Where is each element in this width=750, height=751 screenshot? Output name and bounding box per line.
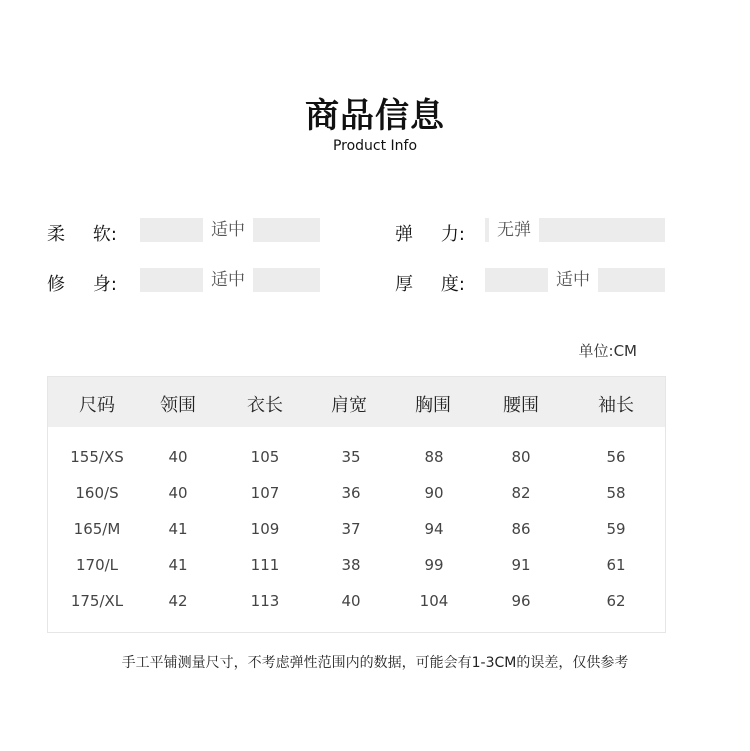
cell-length: 107: [250, 484, 280, 502]
cell-waist: 86: [511, 520, 531, 538]
page-subtitle: Product Info: [332, 138, 418, 154]
cell-chest: 99: [424, 556, 444, 574]
header-size: 尺码: [79, 395, 115, 416]
cell-sleeve: 61: [606, 556, 626, 574]
header-chest: 胸围: [415, 395, 451, 416]
header-waist: 腰围: [503, 395, 539, 416]
cell-collar: 41: [168, 556, 188, 574]
elasticity-value: 无弹: [489, 218, 539, 242]
fit-scale-bar: [140, 268, 320, 292]
cell-chest: 88: [424, 448, 444, 466]
cell-sleeve: 59: [606, 520, 626, 538]
cell-shoulder: 38: [341, 556, 361, 574]
cell-sleeve: 58: [606, 484, 626, 502]
measurement-note: 手工平铺测量尺寸，不考虑弹性范围内的数据，可能会有1-3CM的误差，仅供参考: [121, 655, 629, 671]
cell-length: 111: [250, 556, 280, 574]
cell-shoulder: 40: [341, 592, 361, 610]
cell-collar: 41: [168, 520, 188, 538]
softness-label: 柔 软:: [47, 224, 117, 245]
cell-size: 165/M: [73, 520, 121, 538]
cell-sleeve: 62: [606, 592, 626, 610]
cell-length: 113: [250, 592, 280, 610]
cell-waist: 91: [511, 556, 531, 574]
cell-sleeve: 56: [606, 448, 626, 466]
header-collar: 领围: [160, 395, 196, 416]
unit-label: 单位:CM: [578, 342, 637, 360]
elasticity-label: 弹 力:: [395, 224, 465, 245]
cell-waist: 96: [511, 592, 531, 610]
thickness-scale-bar: [485, 268, 665, 292]
page-title: 商品信息: [305, 96, 445, 136]
cell-chest: 94: [424, 520, 444, 538]
thickness-value: 适中: [548, 268, 598, 292]
cell-collar: 40: [168, 484, 188, 502]
cell-shoulder: 36: [341, 484, 361, 502]
cell-waist: 80: [511, 448, 531, 466]
cell-size: 170/L: [75, 556, 119, 574]
cell-size: 175/XL: [70, 592, 124, 610]
cell-length: 109: [250, 520, 280, 538]
cell-collar: 42: [168, 592, 188, 610]
cell-collar: 40: [168, 448, 188, 466]
cell-size: 155/XS: [70, 448, 124, 466]
softness-scale-bar: [140, 218, 320, 242]
cell-size: 160/S: [75, 484, 119, 502]
cell-shoulder: 35: [341, 448, 361, 466]
header-sleeve: 袖长: [598, 395, 634, 416]
table-header: [48, 377, 665, 427]
cell-length: 105: [250, 448, 280, 466]
fit-value: 适中: [203, 268, 253, 292]
header-shoulder: 肩宽: [331, 395, 367, 416]
cell-chest: 104: [419, 592, 449, 610]
softness-value: 适中: [203, 218, 253, 242]
elasticity-scale-bar: [485, 218, 665, 242]
header-length: 衣长: [247, 395, 283, 416]
cell-shoulder: 37: [341, 520, 361, 538]
size-table: [47, 376, 666, 633]
cell-chest: 90: [424, 484, 444, 502]
thickness-label: 厚 度:: [395, 274, 465, 295]
cell-waist: 82: [511, 484, 531, 502]
fit-label: 修 身:: [47, 274, 117, 295]
